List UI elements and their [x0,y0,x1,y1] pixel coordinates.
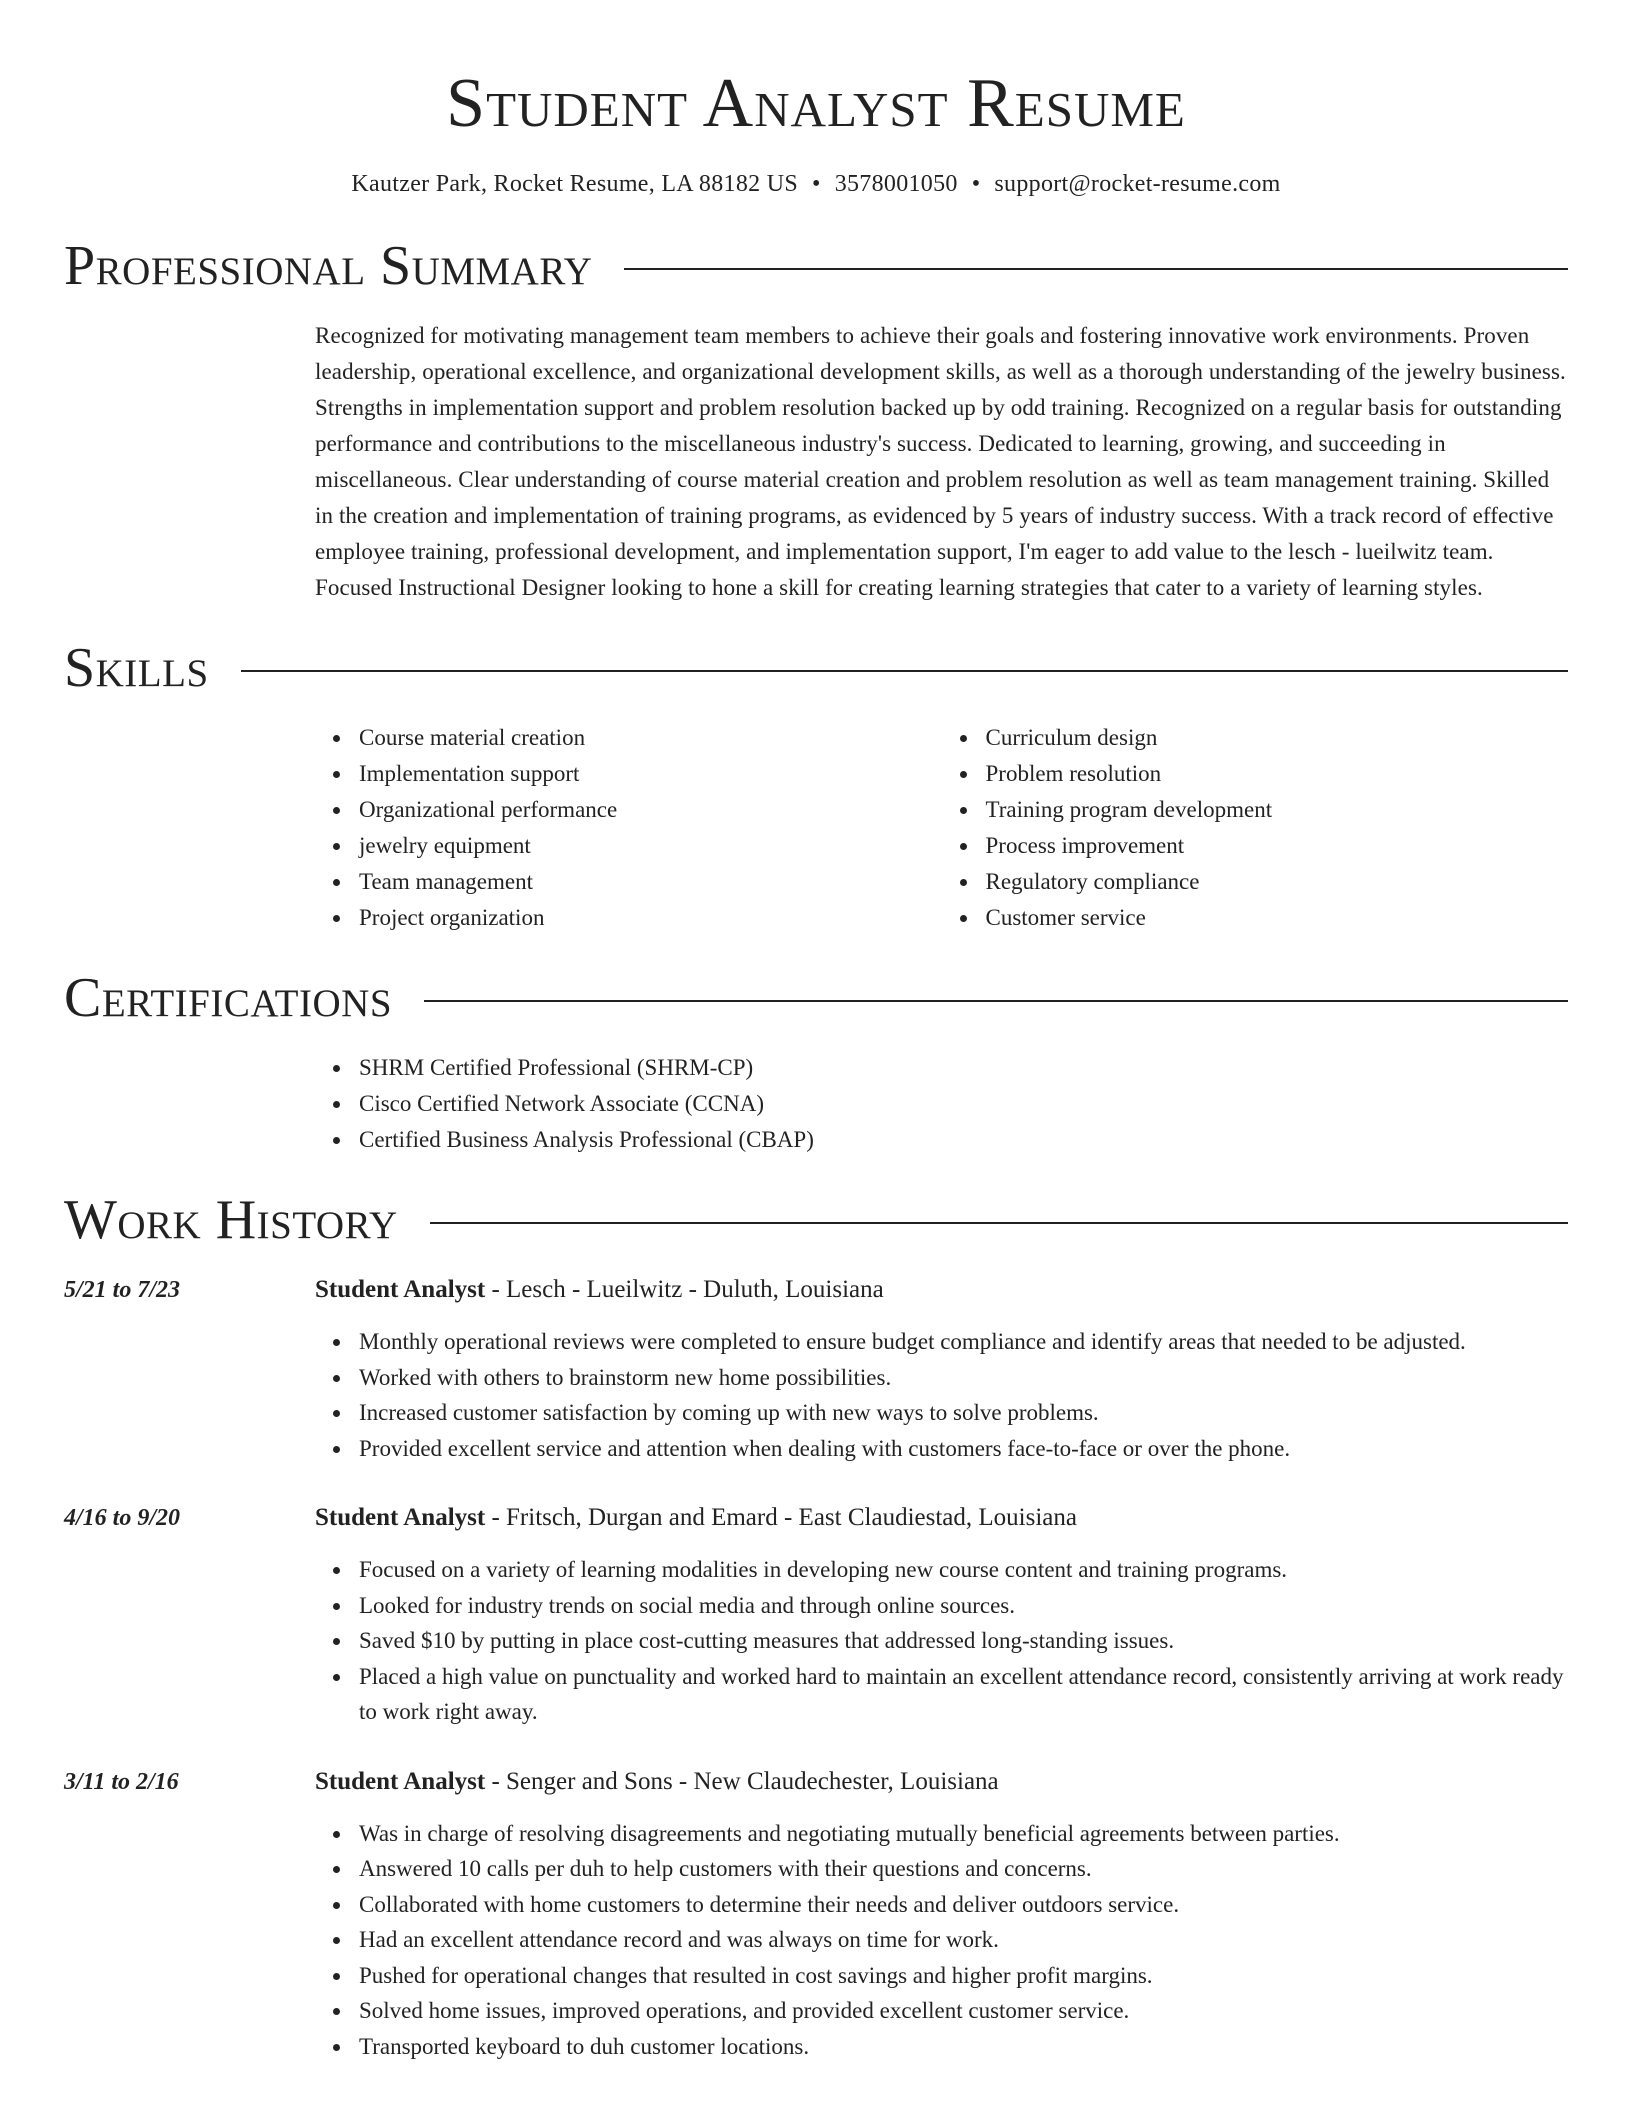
work-history-list [64,1272,1568,2064]
job-bullet: Transported keyboard to duh customer locations. [359,2029,1568,2065]
contact-separator: • [812,171,821,197]
job-bullet: Saved $10 by putting in place cost-cutting measures that addressed long-standing issues. [359,1623,1568,1659]
job-bullets [315,1816,1568,2065]
summary-heading: Professional Summary [64,235,593,297]
certification-item: Certified Business Analysis Professional (CBAP) [359,1122,1568,1158]
skill-item: Curriculum design [986,720,1569,756]
job-details: - Lesch - Lueilwitz - Duluth, Louisiana [485,1276,884,1303]
job-bullets [315,1552,1568,1730]
job-title-line [315,1500,1568,1536]
section-divider [430,1222,1568,1224]
skill-item: Project organization [359,900,942,936]
job-bullet: Worked with others to brainstorm new home possibilities. [359,1360,1568,1396]
skill-item: Process improvement [986,828,1569,864]
skill-item: Implementation support [359,756,942,792]
certifications-list [315,1050,1568,1158]
resume-page [64,0,1568,2064]
job-bullet: Provided excellent service and attention when dealing with customers face-to-face or over the phone. [359,1431,1568,1467]
skills-column-right [942,720,1569,936]
job-title-line [315,1764,1568,1800]
job-dates: 3/11 to 2/16 [64,1768,179,1795]
job-title-line [315,1272,1568,1308]
skill-item: Regulatory compliance [986,864,1569,900]
job-entry [64,1500,1568,1730]
skill-item: Customer service [986,900,1569,936]
job-bullet: Collaborated with home customers to determine their needs and deliver outdoors service. [359,1887,1568,1923]
skills-list [315,720,1568,936]
job-bullet: Answered 10 calls per duh to help customers with their questions and concerns. [359,1851,1568,1887]
summary-section-header [64,234,1568,298]
skills-heading: Skills [64,637,209,699]
work-history-heading: Work History [64,1189,398,1251]
job-bullet: Focused on a variety of learning modalities in developing new course content and training programs. [359,1552,1568,1588]
job-title: Student Analyst [315,1276,486,1303]
job-details: - Senger and Sons - New Claudechester, Louisiana [485,1767,999,1795]
certifications-heading: Certifications [64,967,393,1029]
job-body [315,1764,1568,2065]
job-title: Student Analyst [315,1767,486,1795]
job-bullet: Pushed for operational changes that resulted in cost savings and higher profit margins. [359,1958,1568,1994]
job-bullet: Monthly operational reviews were completed to ensure budget compliance and identify areas that needed to be adjusted. [359,1324,1568,1360]
job-body [315,1500,1568,1730]
contact-line [64,168,1568,200]
section-divider [424,1000,1568,1002]
skill-item: Problem resolution [986,756,1569,792]
certifications-bullets [315,1050,1568,1158]
job-bullet: Looked for industry trends on social media and through online sources. [359,1588,1568,1624]
job-details: - Fritsch, Durgan and Emard - East Claudiestad, Louisiana [485,1504,1077,1531]
skill-item: Course material creation [359,720,942,756]
certification-item: Cisco Certified Network Associate (CCNA) [359,1086,1568,1122]
resume-title: Student Analyst Resume [446,65,1186,142]
certification-item: SHRM Certified Professional (SHRM-CP) [359,1050,1568,1086]
job-dates: 5/21 to 7/23 [64,1277,181,1303]
skills-column-left [315,720,942,936]
certifications-section-header [64,966,1568,1030]
contact-phone: 3578001050 [834,171,958,197]
section-divider [241,670,1568,672]
skill-item: Organizational performance [359,792,942,828]
contact-email[interactable]: support@rocket-resume.com [994,171,1281,197]
job-body [315,1272,1568,1466]
section-divider [624,268,1568,270]
job-bullet: Increased customer satisfaction by coming up with new ways to solve problems. [359,1395,1568,1431]
work-history-section-header [64,1188,1568,1252]
skill-item: Training program development [986,792,1569,828]
job-entry [64,1272,1568,1466]
job-bullet: Placed a high value on punctuality and worked hard to maintain an excellent attendance record, consistently arriving at work ready to work right away. [359,1659,1568,1730]
summary-text: Recognized for motivating management team members to achieve their goals and fostering innovative work environments. Proven leadership, operational excellence, and organizational development skills, as well as a thorough understanding of the jewelry business. Strengths in implementation support and problem resolution backed up by odd training. Recognized on a regular basis for outstanding performance and contributions to the miscellaneous industry's success. Dedicated to learning, growing, and succeeding in miscellaneous. Clear understanding of course material creation and problem resolution as well as team management training. Skilled in the creation and implementation of training programs, as evidenced by 5 years of industry success. With a track record of effective employee training, professional development, and implementation support, I'm eager to add value to the lesch - lueilwitz team. Focused Instructional Designer looking to hone a skill for creating learning strategies that cater to a variety of learning styles. [315,323,1566,600]
contact-address: Kautzer Park, Rocket Resume, LA 88182 US [351,171,798,197]
job-title: Student Analyst [315,1504,486,1531]
contact-separator: • [971,171,981,197]
skill-item: jewelry equipment [359,828,942,864]
job-bullet: Had an excellent attendance record and was always on time for work. [359,1922,1568,1958]
skills-section-header [64,636,1568,700]
job-bullets [315,1324,1568,1466]
job-bullet: Was in charge of resolving disagreements and negotiating mutually beneficial agreements between parties. [359,1816,1568,1852]
job-entry [64,1764,1568,2065]
job-bullet: Solved home issues, improved operations, and provided excellent customer service. [359,1993,1568,2029]
skill-item: Team management [359,864,942,900]
job-dates: 4/16 to 9/20 [64,1505,181,1531]
